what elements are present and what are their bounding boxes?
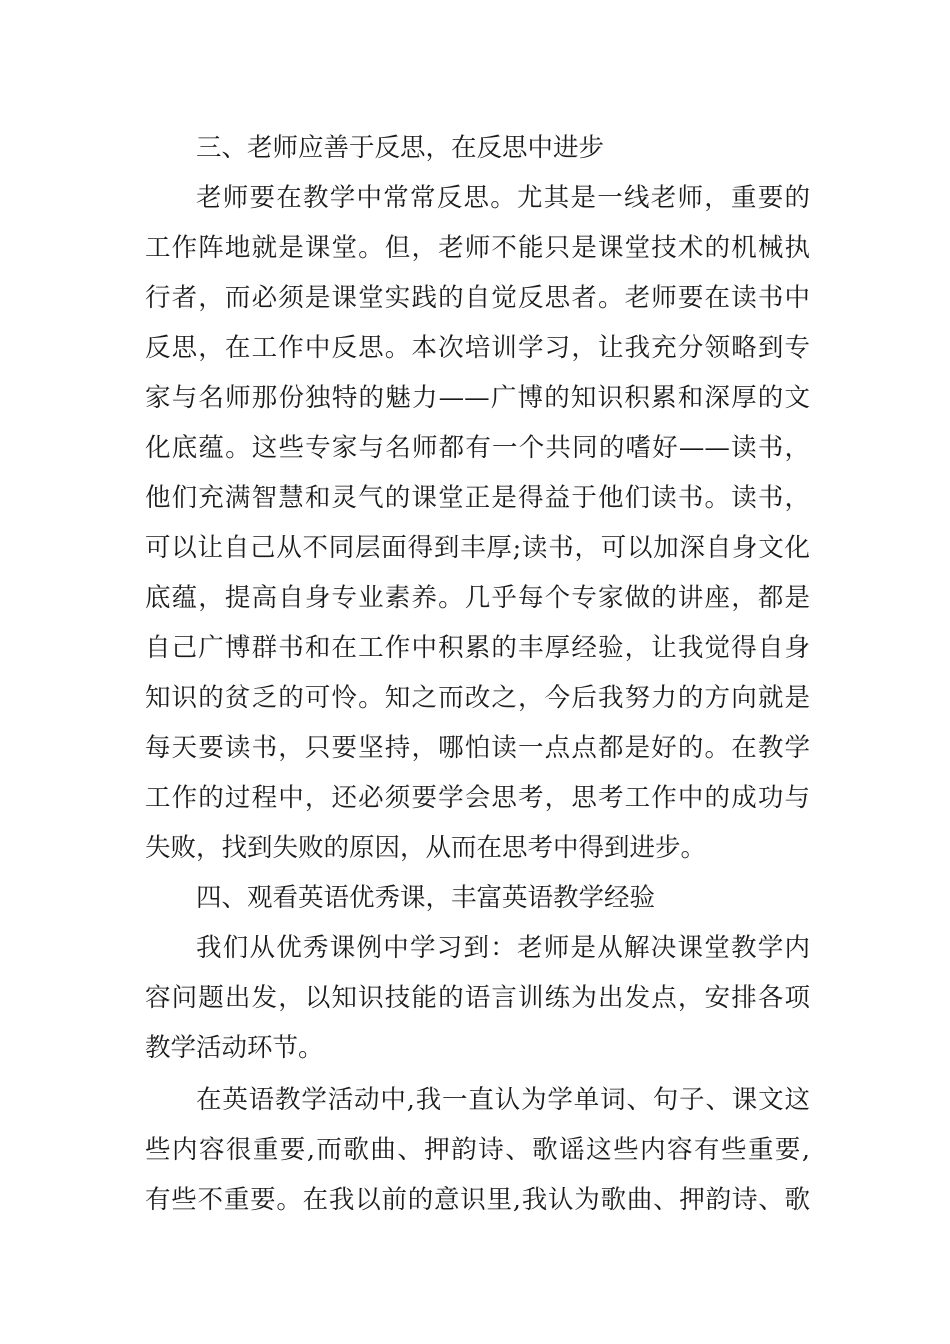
paragraph-line: 老师要在教学中常常反思。尤其是一线老师，重要的 (196, 183, 810, 213)
paragraph-line: 工作阵地就是课堂。但，老师不能只是课堂技术的机械执 (145, 233, 810, 263)
paragraph-line: 教学活动环节。 (145, 1033, 324, 1063)
paragraph-line: 知识的贫乏的可怜。知之而改之，今后我努力的方向就是 (145, 683, 810, 713)
paragraph-line: 些内容很重要,而歌曲、押韵诗、歌谣这些内容有些重要, (145, 1135, 810, 1165)
paragraph-line: 有些不重要。在我以前的意识里,我认为歌曲、押韵诗、歌 (145, 1185, 810, 1215)
paragraph-line: 工作的过程中，还必须要学会思考，思考工作中的成功与 (145, 783, 810, 813)
paragraph-line: 反思，在工作中反思。本次培训学习，让我充分领略到专 (145, 333, 810, 363)
paragraph-line: 他们充满智慧和灵气的课堂正是得益于他们读书。读书， (145, 483, 810, 513)
paragraph-line: 自己广博群书和在工作中积累的丰厚经验，让我觉得自身 (145, 633, 810, 663)
paragraph-line: 在英语教学活动中,我一直认为学单词、句子、课文这 (196, 1085, 810, 1115)
section-heading: 四、观看英语优秀课，丰富英语教学经验 (196, 883, 656, 913)
paragraph-line: 家与名师那份独特的魅力——广博的知识积累和深厚的文 (145, 383, 810, 413)
paragraph-line: 可以让自己从不同层面得到丰厚;读书，可以加深自身文化 (145, 533, 810, 563)
paragraph-line: 每天要读书，只要坚持，哪怕读一点点都是好的。在教学 (145, 733, 810, 763)
paragraph-line: 化底蕴。这些专家与名师都有一个共同的嗜好——读书， (145, 433, 810, 463)
paragraph-line: 失败，找到失败的原因，从而在思考中得到进步。 (145, 833, 707, 863)
section-heading: 三、老师应善于反思，在反思中进步 (196, 133, 605, 163)
paragraph-line: 行者，而必须是课堂实践的自觉反思者。老师要在读书中 (145, 283, 810, 313)
paragraph-line: 我们从优秀课例中学习到：老师是从解决课堂教学内 (196, 933, 810, 963)
paragraph-line: 底蕴，提高自身专业素养。几乎每个专家做的讲座，都是 (145, 583, 810, 613)
paragraph-line: 容问题出发，以知识技能的语言训练为出发点，安排各项 (145, 983, 810, 1013)
